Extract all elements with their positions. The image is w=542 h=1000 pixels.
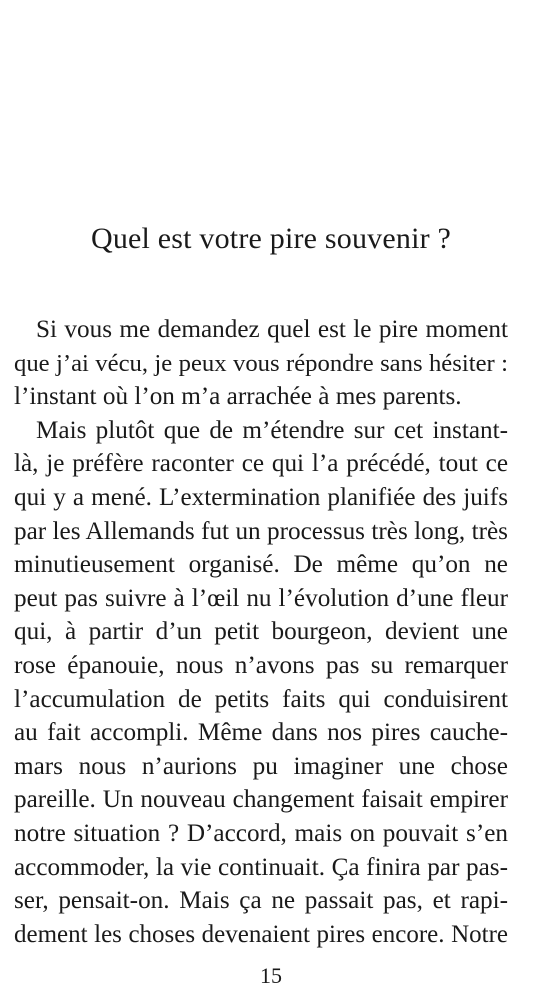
text-line: accommoder, la vie continuait. Ça finira par pas-: [14, 853, 508, 881]
text-line: qui y a mené. L’extermination planifiée des juifs: [14, 483, 508, 511]
text-line: l’accumulation de petits faits qui conduisirent: [14, 685, 508, 713]
text-line: Si vous me demandez quel est le pire moment: [36, 316, 508, 343]
chapter-title: Quel est votre pire souvenir ?: [90, 222, 452, 255]
text-line: l’instant où l’on m’a arrachée à mes parents.: [14, 383, 462, 411]
text-line: là, je préfère raconter ce qui l’a précédé, tout ce: [14, 450, 508, 478]
body-text: [14, 313, 508, 951]
text-line: ser, pensait-on. Mais ça ne passait pas, et rapi-: [14, 887, 508, 915]
text-line: Mais plutôt que de m’étendre sur cet instant-: [36, 416, 508, 444]
page-number: 15: [260, 963, 282, 988]
paragraph-2: [14, 414, 508, 952]
text-line: qui, à partir d’un petit bourgeon, devient une: [14, 618, 508, 646]
text-line: au fait accompli. Même dans nos pires cauche-: [14, 719, 508, 747]
text-line: que j’ai vécu, je peux vous répondre sans hésiter :: [14, 349, 508, 377]
text-line: minutieusement organisé. De même qu’on ne: [14, 551, 508, 579]
text-line: rose épanouie, nous n’avons pas su remarquer: [14, 651, 508, 679]
text-line: dement les choses devenaient pires encore. Notre: [14, 920, 508, 948]
text-line: peut pas suivre à l’œil nu l’évolution d’une fleur: [14, 584, 508, 612]
text-line: mars nous n’aurions pu imaginer une chose: [14, 752, 508, 780]
paragraph-1: [14, 313, 508, 414]
text-line: pareille. Un nouveau changement faisait empirer: [14, 786, 508, 814]
text-line: notre situation ? D’accord, mais on pouvait s’en: [14, 819, 508, 847]
text-line: par les Allemands fut un processus très long, très: [14, 517, 508, 545]
